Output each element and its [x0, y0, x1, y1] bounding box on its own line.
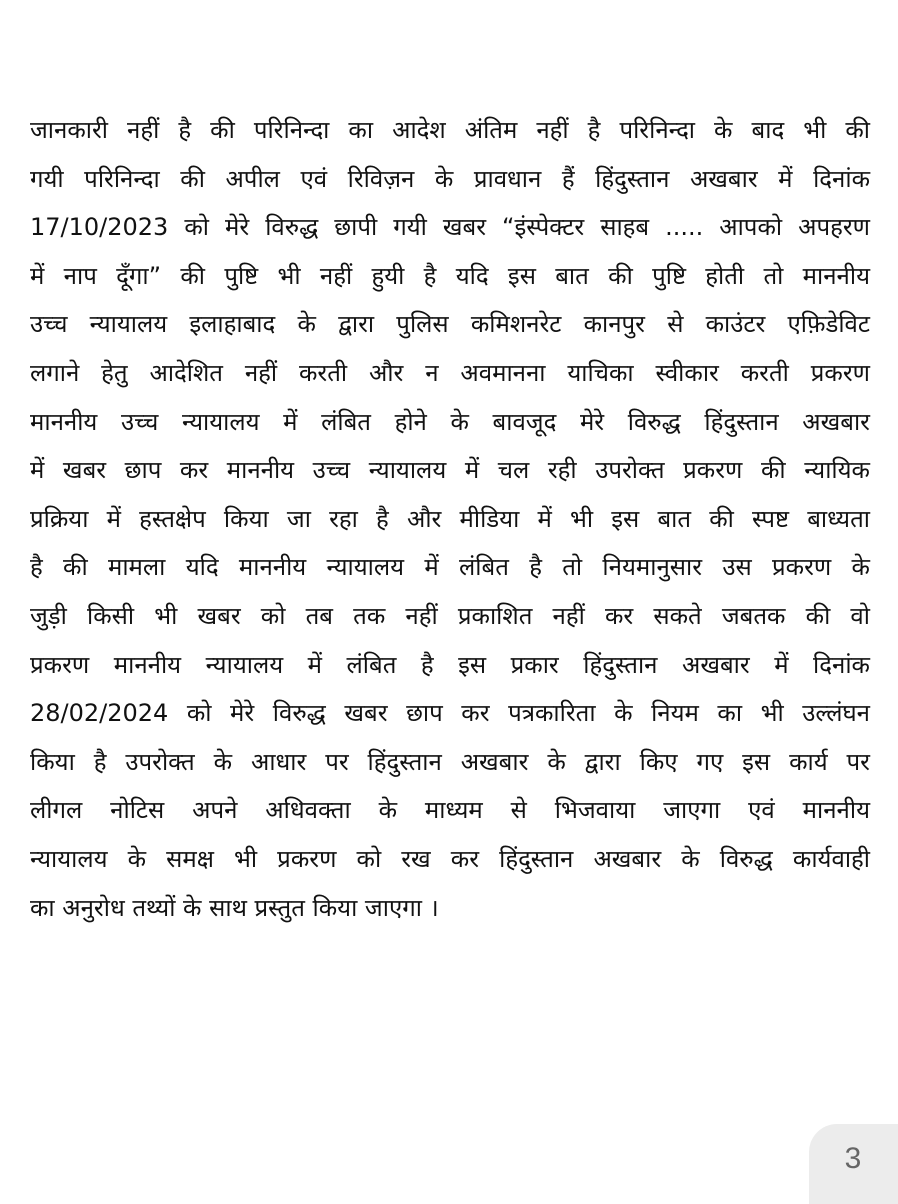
text-line-10: है की मामला यदि माननीय न्यायालय में लंबित है तो नियमानुसार उस प्रकरण के [30, 553, 870, 582]
text-line-2: गयी परिनिन्दा की अपील एवं रिविज़न के प्रावधान हैं हिंदुस्तान अखबार में दिनांक [30, 164, 870, 193]
text-line-17: का अनुरोध तथ्यों के साथ प्रस्तुत किया जाएगा । [30, 893, 439, 922]
text-line-5: उच्च न्यायालय इलाहाबाद के द्वारा पुलिस कमिशनरेट कानपुर से काउंटर एफ़िडेविट [30, 310, 870, 339]
text-line-7: माननीय उच्च न्यायालय में लंबित होने के बावजूद मेरे विरुद्ध हिंदुस्तान अखबार [30, 407, 870, 436]
body-paragraph [30, 106, 870, 932]
text-line-16: न्यायालय के समक्ष भी प्रकरण को रख कर हिंदुस्तान अखबार के विरुद्ध कार्यवाही [30, 844, 870, 873]
page-number-indicator [809, 1124, 898, 1204]
text-line-9: प्रक्रिया में हस्तक्षेप किया जा रहा है और मीडिया में भी इस बात की स्पष्ट बाध्यता [30, 504, 870, 533]
text-line-14: किया है उपरोक्त के आधार पर हिंदुस्तान अखबार के द्वारा किए गए इस कार्य पर [30, 747, 870, 776]
text-line-13: 28/02/2024 को मेरे विरुद्ध खबर छाप कर पत्रकारिता के नियम का भी उल्लंघन [30, 699, 870, 728]
text-line-12: प्रकरण माननीय न्यायालय में लंबित है इस प्रकार हिंदुस्तान अखबार में दिनांक [30, 650, 870, 679]
text-line-3: 17/10/2023 को मेरे विरुद्ध छापी गयी खबर “इंस्पेक्टर साहब ..... आपको अपहरण [30, 213, 870, 242]
text-line-15: लीगल नोटिस अपने अधिवक्ता के माध्यम से भिजवाया जाएगा एवं माननीय [30, 796, 870, 825]
text-line-11: जुड़ी किसी भी खबर को तब तक नहीं प्रकाशित नहीं कर सकते जबतक की वो [30, 601, 870, 630]
text-line-8: में खबर छाप कर माननीय उच्च न्यायालय में चल रही उपरोक्त प्रकरण की न्यायिक [30, 456, 870, 485]
text-line-1: जानकारी नहीं है की परिनिन्दा का आदेश अंतिम नहीं है परिनिन्दा के बाद भी की [30, 116, 870, 144]
text-line-4: में नाप दूँगा” की पुष्टि भी नहीं हुयी है यदि इस बात की पुष्टि होती तो माननीय [30, 261, 870, 290]
text-line-6: लगाने हेतु आदेशित नहीं करती और न अवमानना याचिका स्वीकार करती प्रकरण [30, 358, 870, 387]
page-number: 3 [844, 1142, 862, 1175]
